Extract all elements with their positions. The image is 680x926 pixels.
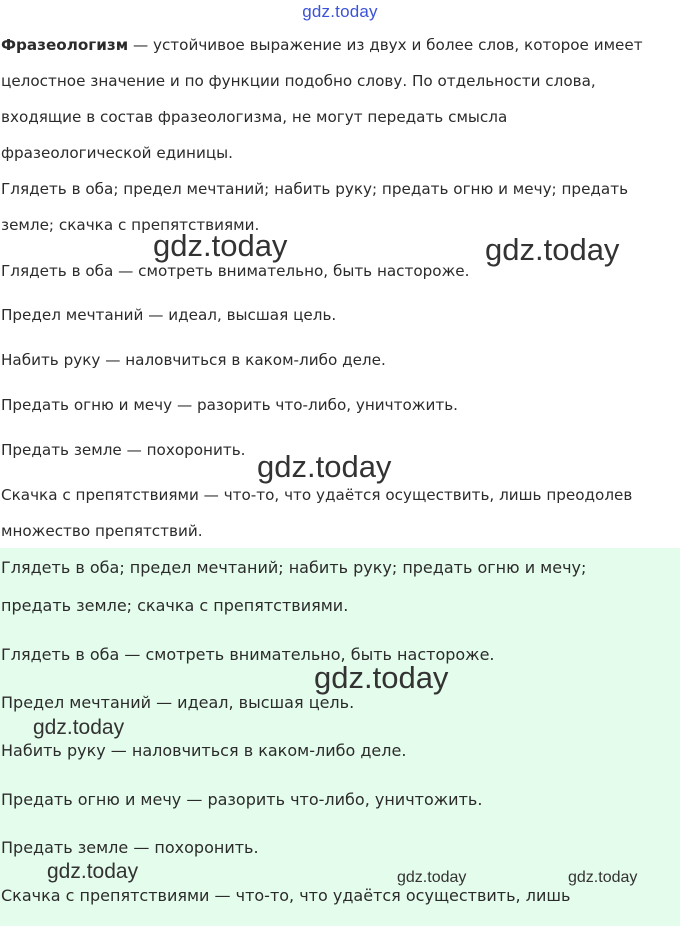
watermark: gdz.today: [314, 660, 449, 695]
meaning-line: множество препятствий.: [1, 522, 203, 540]
meaning-line: Предать земле — похоронить.: [1, 441, 246, 459]
watermark: gdz.today: [47, 860, 139, 883]
answer-meaning-line: Предел мечтаний — идеал, высшая цель.: [1, 693, 355, 712]
site-brand: gdz.today: [302, 2, 378, 21]
watermark: gdz.today: [257, 449, 392, 484]
answer-meaning-line: Скачка с препятствиями — что-то, что удаётся осуществить, лишь: [1, 886, 571, 905]
answer-meaning-line: Набить руку — наловчиться в каком-либо деле.: [1, 741, 407, 760]
watermark: gdz.today: [485, 232, 620, 267]
definition-line: Фразеологизм — устойчивое выражение из двух и более слов, которое имеет: [1, 36, 643, 54]
answer-examples-line: Глядеть в оба; предел мечтаний; набить руку; предать огню и мечу;: [1, 558, 587, 577]
definition-line: фразеологической единицы.: [1, 144, 233, 162]
watermark: gdz.today: [153, 228, 288, 263]
definition-line: целостное значение и по функции подобно слову. По отдельности слова,: [1, 72, 596, 90]
watermark: gdz.today: [33, 716, 125, 739]
meaning-line: Скачка с препятствиями — что-то, что удаётся осуществить, лишь преодолев: [1, 486, 633, 504]
answer-meaning-line: Предать огню и мечу — разорить что-либо, уничтожить.: [1, 790, 483, 809]
answer-meaning-line: Предать земле — похоронить.: [1, 838, 259, 857]
meaning-line: Набить руку — наловчиться в каком-либо деле.: [1, 351, 386, 369]
meaning-line: Предать огню и мечу — разорить что-либо, уничтожить.: [1, 396, 458, 414]
definition-line: входящие в состав фразеологизма, не могут передать смысла: [1, 108, 508, 126]
answer-meaning-line: Глядеть в оба — смотреть внимательно, быть настороже.: [1, 645, 495, 664]
term-bold: Фразеологизм: [1, 36, 129, 54]
examples-line: Глядеть в оба; предел мечтаний; набить руку; предать огню и мечу; предать: [1, 180, 629, 198]
watermark: gdz.today: [397, 869, 467, 886]
meaning-line: Предел мечтаний — идеал, высшая цель.: [1, 306, 337, 324]
meaning-line: Глядеть в оба — смотреть внимательно, быть настороже.: [1, 262, 470, 280]
answer-examples-line: предать земле; скачка с препятствиями.: [1, 596, 349, 615]
examples-line: земле; скачка с препятствиями.: [1, 216, 260, 234]
answer-section: [0, 548, 680, 926]
watermark: gdz.today: [568, 869, 638, 886]
